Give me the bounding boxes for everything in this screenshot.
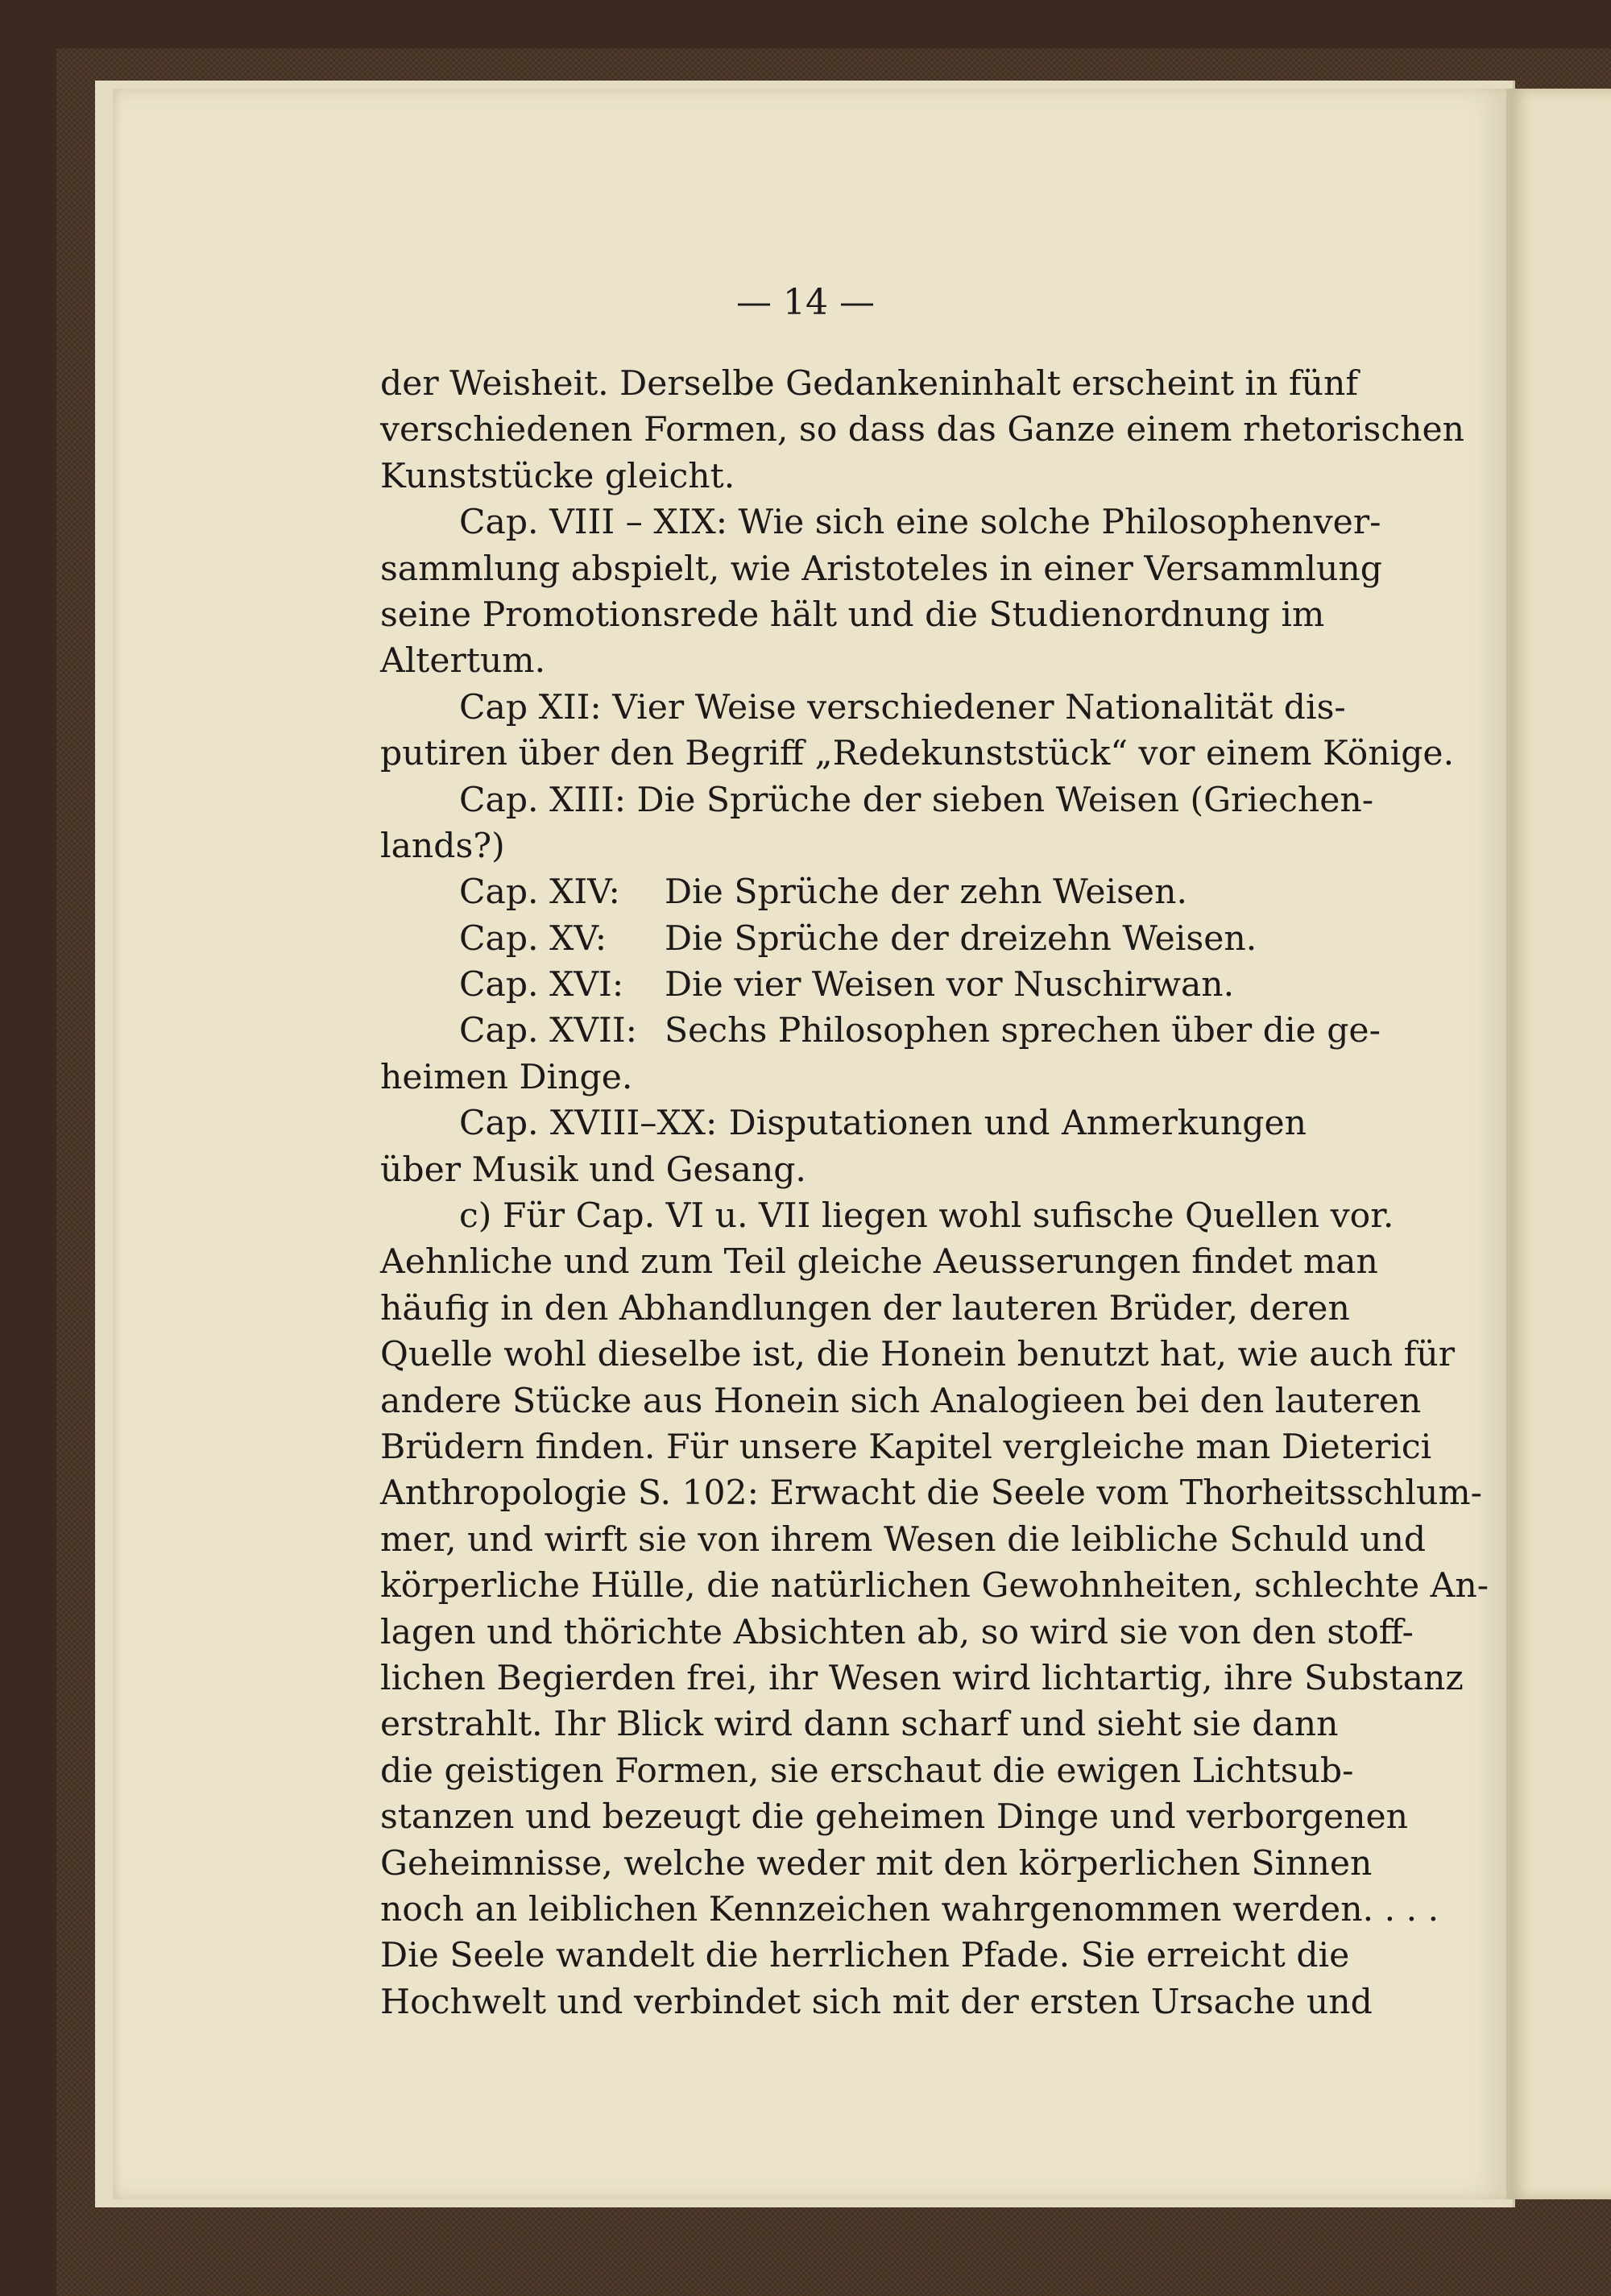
chapter-label: Cap. XV: [459,918,607,959]
text-line: Cap XII: Vier Weise verschiedener Nationalität dis- [459,687,1346,727]
chapter-text: Die Sprüche der dreizehn Weisen. [665,918,1257,959]
chapter-entry [380,869,1307,915]
text-line: Brüdern finden. Für unsere Kapitel vergleiche man Dieterici [380,1427,1432,1467]
text-line: Cap. XIII: Die Sprüche der sieben Weisen (Griechen- [459,780,1374,820]
chapter-text: Die vier Weisen vor Nuschirwan. [665,965,1235,1005]
facing-page-edge [1506,89,1611,2199]
text-line: häufig in den Abhandlungen der lauteren Brüder, deren [380,1288,1350,1328]
text-line: Cap. VIII – XIX: Wie sich eine solche Philosophenver- [459,503,1381,543]
text-line: erstrahlt. Ihr Blick wird dann scharf und sieht sie dann [380,1705,1339,1745]
text-line: lagen und thörichte Absichten ab, so wird sie von den stoff- [380,1612,1414,1652]
text-line: andere Stücke aus Honein sich Analogieen bei den lauteren [380,1381,1422,1421]
text-line: noch an leiblichen Kennzeichen wahrgenommen werden. . . . [380,1889,1439,1929]
page-number: — 14 — [736,282,875,323]
text-line: heimen Dinge. [380,1057,633,1097]
chapter-text: Sechs Philosophen sprechen über die ge- [665,1011,1381,1051]
text-line: seine Promotionsrede hält und die Studienordnung im [380,595,1325,635]
chapter-label: Cap. XVI: [459,965,624,1005]
text-line: Aehnliche und zum Teil gleiche Aeusserungen findet man [380,1242,1378,1283]
chapter-entry [380,962,1307,1008]
text-line: Kunststücke gleicht. [380,456,735,496]
chapter-label: Cap. XIV: [459,872,620,913]
text-line: sammlung abspielt, wie Aristoteles in einer Versammlung [380,549,1382,589]
text-line: lichen Begierden frei, ihr Wesen wird lichtartig, ihre Substanz [380,1658,1464,1698]
text-line: verschiedenen Formen, so dass das Ganze einem rhetorischen [380,410,1465,450]
text-line: mer, und wirft sie von ihrem Wesen die leibliche Schuld und [380,1519,1427,1560]
text-line: über Musik und Gesang. [380,1150,806,1190]
text-line: stanzen und bezeugt die geheimen Dinge und verborgenen [380,1797,1409,1838]
text-line: Quelle wohl dieselbe ist, die Honein benutzt hat, wie auch für [380,1335,1456,1375]
text-line: Cap. XVIII–XX: Disputationen und Anmerkungen [459,1104,1307,1144]
body-text [380,361,1489,2025]
text-line: lands?) [380,826,505,866]
chapter-text: Die Sprüche der zehn Weisen. [665,872,1187,913]
chapter-entry [380,1008,1381,1054]
text-line: putiren über den Begriff „Redekunststück“ vor einem Könige. [380,734,1455,774]
text-line: der Weisheit. Derselbe Gedankeninhalt erscheint in fünf [380,364,1359,404]
text-line: die geistigen Formen, sie erschaut die ewigen Lichtsub- [380,1751,1354,1791]
chapter-entry [380,916,1307,962]
text-line: Anthropologie S. 102: Erwacht die Seele vom Thorheitsschlum- [380,1473,1483,1514]
chapter-label: Cap. XVII: [459,1011,637,1051]
text-line: c) Für Cap. VI u. VII liegen wohl sufische Quellen vor. [459,1196,1394,1237]
text-line: Die Seele wandelt die herrlichen Pfade. Sie erreicht die [380,1936,1350,1976]
text-line: Hochwelt und verbindet sich mit der ersten Ursache und [380,1982,1373,2022]
text-line: körperliche Hülle, die natürlichen Gewohnheiten, schlechte An- [380,1566,1489,1606]
text-line: Altertum. [380,641,546,682]
text-line: Geheimnisse, welche weder mit den körperlichen Sinnen [380,1843,1373,1884]
